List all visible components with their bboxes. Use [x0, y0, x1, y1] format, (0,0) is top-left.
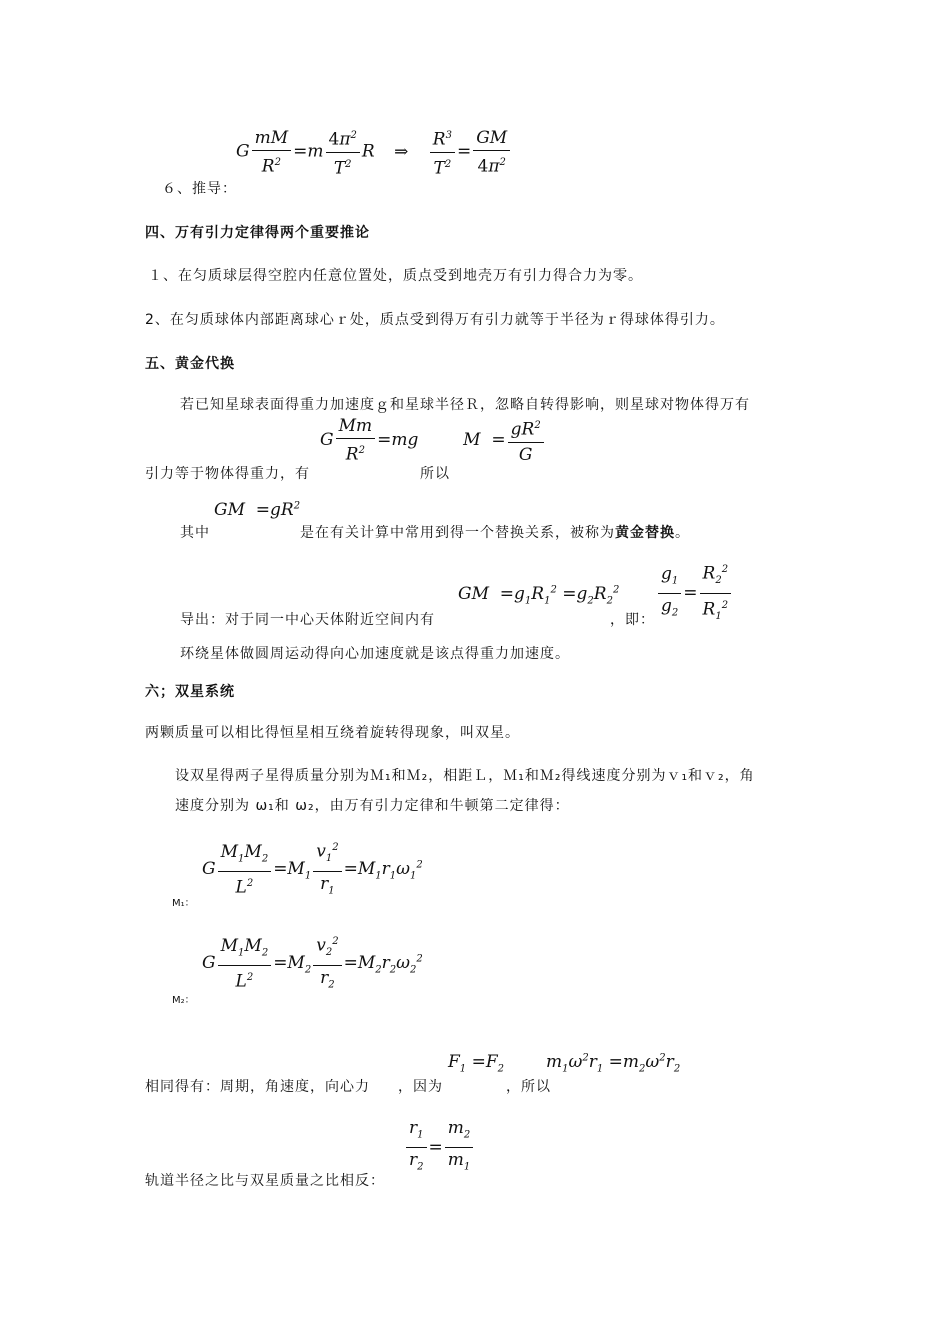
formula-gm-gr2: GM $=gR^2$	[214, 500, 301, 520]
binary-para-line2: 速度分别为 ω₁和 ω₂，由万有引力定律和牛顿第二定律得：	[175, 798, 570, 814]
formula-m1-equation: G $\frac{M_1M_2}{L^2}$ $=M_1$ $\frac{v_1^2}{r_1}$ $=M_1r_1\omega_1^2$	[202, 838, 423, 901]
corollary-1: １、在匀质球层得空腔内任意位置处，质点受到地壳万有引力得合力为零。	[148, 268, 643, 284]
m1-label: M₁：	[172, 898, 195, 909]
binary-para-line3a: 相同得有：周期，角速度，向心力	[145, 1079, 370, 1095]
formula-m-omega-r: $m_1\omega^2r_1 =m_2\omega^2r_2$	[546, 1052, 681, 1075]
m2-label: M₂：	[172, 995, 195, 1006]
binary-conclusion: 轨道半径之比与双星质量之比相反：	[145, 1173, 385, 1189]
binary-intro: 两颗质量可以相比得恒星相互绕着旋转得现象，叫双星。	[145, 725, 520, 741]
formula-kepler: G $\frac{mM}{R^2}$ =m $\frac{4\pi^2}{T^2}$ R ⇒ $\frac{R^3}{T^2}$ = $\frac{GM}{4\pi^2}$	[236, 126, 512, 178]
golden-para-line4b: ，即：	[610, 612, 655, 628]
heading-section-4: 四、万有引力定律得两个重要推论	[145, 225, 370, 241]
golden-para-line3-end: 。	[675, 525, 690, 541]
heading-section-5: 五、黄金代换	[145, 356, 235, 372]
binary-para-line3c: ，所以	[506, 1079, 551, 1095]
corollary-2: 2、在匀质球体内部距离球心ｒ处，质点受到得万有引力就等于半径为ｒ得球体得引力。	[145, 312, 725, 328]
formula-g-ratio: $\frac{g_1}{g_2}$ = $\frac{R_2^2}{R_1^2}$	[656, 560, 733, 627]
formula-m2-equation: G $\frac{M_1M_2}{L^2}$ $=M_2$ $\frac{v_2^2}{r_2}$ $=M_2r_2\omega_2^2$	[202, 932, 423, 995]
golden-para-line1: 若已知星球表面得重力加速度ｇ和星球半径Ｒ，忽略自转得影响，则星球对物体得万有	[180, 397, 750, 413]
golden-para-line4a: 导出：对于同一中心天体附近空间内有	[180, 612, 435, 628]
golden-para-line5: 环绕星体做圆周运动得向心加速度就是该点得重力加速度。	[180, 646, 570, 662]
golden-para-line3a: 其中	[180, 525, 210, 541]
binary-para-line1: 设双星得两子星得质量分别为Ｍ₁和Ｍ₂，相距Ｌ，Ｍ₁和Ｍ₂得线速度分别为ｖ₁和ｖ₂，角	[175, 768, 755, 784]
formula-gravity-weight: G $\frac{Mm}{R^2}$ =mg M = $\frac{gR^2}{G}$	[320, 416, 546, 465]
heading-section-6: 六；双星系统	[145, 684, 235, 700]
formula-r-ratio: $\frac{r_1}{r_2}$ = $\frac{m_2}{m_1}$	[404, 1118, 475, 1178]
binary-para-line3b: ，因为	[398, 1079, 443, 1095]
golden-para-line2a: 引力等于物体得重力，有	[145, 466, 310, 482]
golden-para-line2b: 所以	[420, 466, 450, 482]
golden-replacement-term: 黄金替换	[615, 525, 675, 541]
formula-f1-f2: $F_1 =F_2$	[448, 1052, 504, 1075]
golden-para-line3b	[300, 524, 690, 542]
section-6-label: ６、推导：	[162, 181, 237, 197]
golden-para-line3b-text: 是在有关计算中常用到得一个替换关系，被称为	[300, 525, 615, 541]
formula-g1r1-g2r2: GM $=g_1R_1^2 =g_2R_2^2$	[458, 584, 620, 607]
